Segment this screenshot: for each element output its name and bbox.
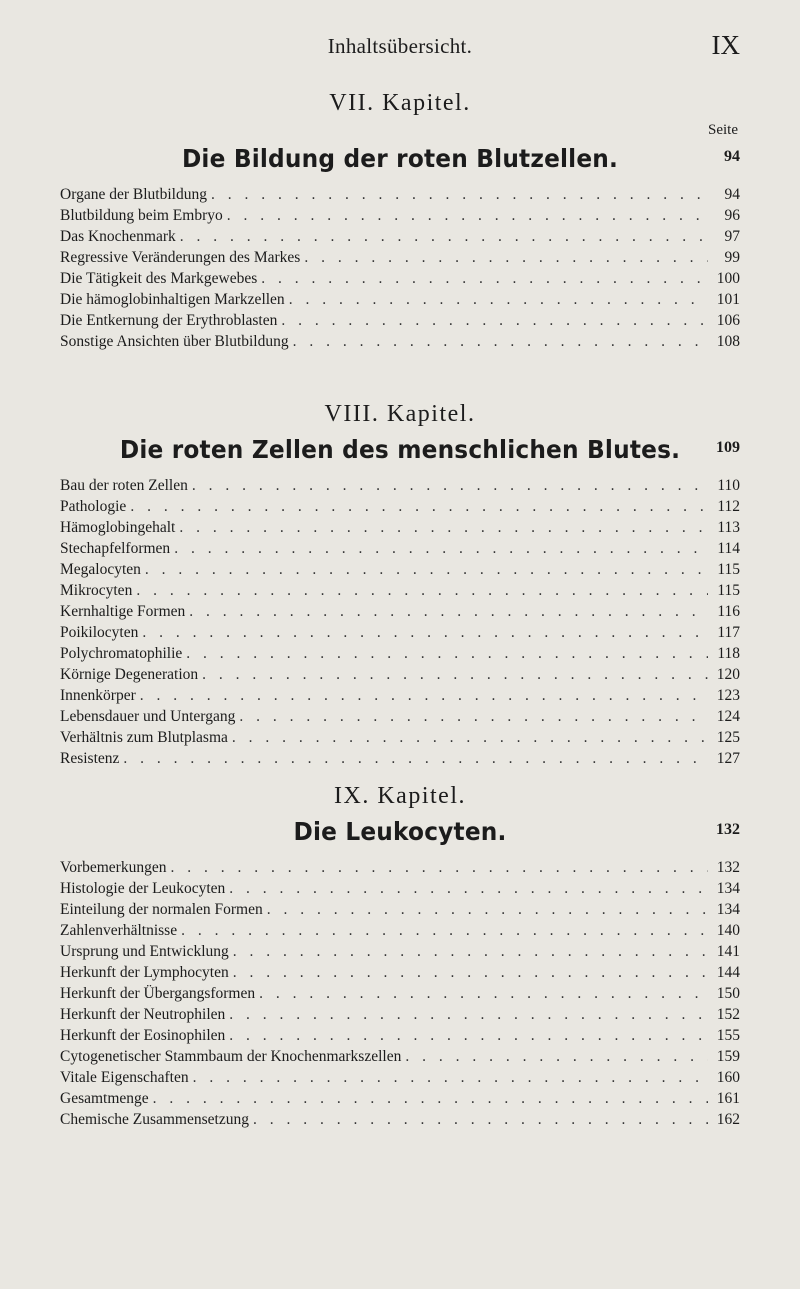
entry-title: Kernhaltige Formen <box>60 603 186 620</box>
toc-entry <box>60 920 740 941</box>
toc-entry <box>60 184 740 205</box>
dot-leader <box>202 664 708 685</box>
dot-leader <box>239 706 708 727</box>
entry-page: 120 <box>716 666 740 683</box>
entry-title: Polychromatophilie <box>60 645 183 662</box>
entry-title: Ursprung und Entwicklung <box>60 943 229 960</box>
entry-page: 118 <box>717 645 740 662</box>
dot-leader <box>189 601 708 622</box>
toc-list <box>60 857 740 1130</box>
toc-entry <box>60 1109 740 1130</box>
entry-title: Herkunft der Übergangsformen <box>60 985 256 1002</box>
chapter-heading-row <box>60 813 740 851</box>
dot-leader <box>136 580 708 601</box>
dot-leader <box>123 748 708 769</box>
entry-title: Die Entkernung der Erythroblasten <box>60 312 278 329</box>
chapter-title: Die Bildung der roten Blutzellen. <box>181 144 619 173</box>
entry-page: 140 <box>716 922 740 939</box>
entry-page: 117 <box>717 624 740 641</box>
chapter-ix <box>60 779 740 1130</box>
entry-page: 162 <box>716 1111 740 1128</box>
running-title: Inhaltsübersicht. <box>327 34 473 58</box>
dot-leader <box>145 559 708 580</box>
chapter-heading-row <box>60 140 740 178</box>
entry-title: Histologie der Leukocyten <box>60 880 226 897</box>
entry-title: Körnige Degeneration <box>60 666 199 683</box>
entry-page: 134 <box>716 901 740 918</box>
dot-leader <box>233 962 708 983</box>
toc-entry <box>60 962 740 983</box>
chapter-vii <box>60 86 740 352</box>
toc-entry <box>60 643 740 664</box>
entry-title: Blutbildung beim Embryo <box>60 207 223 224</box>
dot-leader <box>261 268 708 289</box>
dot-leader <box>232 727 708 748</box>
dot-leader <box>179 517 708 538</box>
toc-entry <box>60 538 740 559</box>
dot-leader <box>304 247 708 268</box>
entry-title: Zahlenverhältnisse <box>60 922 178 939</box>
entry-page: 159 <box>716 1048 740 1065</box>
entry-title: Lebensdauer und Untergang <box>60 708 236 725</box>
entry-page: 144 <box>716 964 740 981</box>
entry-title: Hämoglobingehalt <box>60 519 176 536</box>
entry-page: 124 <box>716 708 740 725</box>
toc-entry <box>60 941 740 962</box>
toc-entry <box>60 559 740 580</box>
entry-page: 112 <box>717 498 740 515</box>
entry-page: 150 <box>716 985 740 1002</box>
toc-entry <box>60 878 740 899</box>
entry-title: Herkunft der Eosinophilen <box>60 1027 226 1044</box>
toc-entry <box>60 727 740 748</box>
entry-page: 97 <box>724 228 740 245</box>
entry-title: Stechapfelformen <box>60 540 171 557</box>
entry-page: 96 <box>724 207 740 224</box>
entry-title: Poikilocyten <box>60 624 139 641</box>
dot-leader <box>293 331 708 352</box>
entry-page: 94 <box>724 186 740 203</box>
toc-entry <box>60 310 740 331</box>
toc-entry <box>60 247 740 268</box>
toc-entry <box>60 983 740 1004</box>
entry-page: 152 <box>716 1006 740 1023</box>
seite-label: Seite <box>708 122 738 138</box>
toc-entry <box>60 622 740 643</box>
entry-page: 99 <box>724 249 740 266</box>
entry-title: Herkunft der Neutrophilen <box>60 1006 226 1023</box>
chapter-viii <box>60 397 740 769</box>
dot-leader <box>186 643 708 664</box>
entry-page: 155 <box>716 1027 740 1044</box>
toc-list <box>60 475 740 769</box>
entry-title: Bau der roten Zellen <box>60 477 188 494</box>
toc-entry <box>60 706 740 727</box>
chapter-page: 94 <box>724 148 740 165</box>
entry-title: Pathologie <box>60 498 127 515</box>
dot-leader <box>192 475 708 496</box>
dot-leader <box>259 983 708 1004</box>
dot-leader <box>229 878 708 899</box>
entry-page: 113 <box>717 519 740 536</box>
toc-entry <box>60 748 740 769</box>
dot-leader <box>229 1004 708 1025</box>
dot-leader <box>227 205 708 226</box>
entry-page: 161 <box>716 1090 740 1107</box>
toc-entry <box>60 475 740 496</box>
dot-leader <box>281 310 708 331</box>
chapter-heading-row <box>60 431 740 469</box>
toc-entry <box>60 289 740 310</box>
entry-title: Sonstige Ansichten über Blutbildung <box>60 333 289 350</box>
entry-title: Gesamtmenge <box>60 1090 149 1107</box>
entry-page: 134 <box>716 880 740 897</box>
toc-entry <box>60 1088 740 1109</box>
entry-title: Die hämoglobinhaltigen Markzellen <box>60 291 285 308</box>
entry-page: 108 <box>716 333 740 350</box>
toc-entry <box>60 664 740 685</box>
dot-leader <box>174 538 708 559</box>
entry-title: Megalocyten <box>60 561 141 578</box>
toc-entry <box>60 268 740 289</box>
entry-title: Herkunft der Lymphocyten <box>60 964 229 981</box>
entry-title: Einteilung der normalen Formen <box>60 901 263 918</box>
toc-entry <box>60 205 740 226</box>
entry-page: 106 <box>716 312 740 329</box>
dot-leader <box>211 184 708 205</box>
toc-entry <box>60 1025 740 1046</box>
entry-page: 101 <box>716 291 740 308</box>
dot-leader <box>289 289 708 310</box>
entry-page: 132 <box>716 859 740 876</box>
chapter-label: IX. Kapitel. <box>334 783 466 809</box>
toc-entry <box>60 517 740 538</box>
entry-title: Chemische Zusammensetzung <box>60 1111 249 1128</box>
dot-leader <box>130 496 708 517</box>
entry-page: 115 <box>717 582 740 599</box>
toc-entry <box>60 1046 740 1067</box>
toc-entry <box>60 331 740 352</box>
dot-leader <box>233 941 708 962</box>
entry-title: Vitale Eigenschaften <box>60 1069 189 1086</box>
dot-leader <box>267 899 708 920</box>
toc-entry <box>60 601 740 622</box>
entry-title: Die Tätigkeit des Markgewebes <box>60 270 258 287</box>
entry-title: Mikrocyten <box>60 582 133 599</box>
toc-entry <box>60 857 740 878</box>
entry-title: Vorbemerkungen <box>60 859 167 876</box>
entry-page: 110 <box>717 477 740 494</box>
running-head <box>60 30 740 60</box>
chapter-page: 132 <box>716 821 740 838</box>
entry-page: 114 <box>717 540 740 557</box>
toc-list <box>60 184 740 352</box>
entry-page: 141 <box>716 943 740 960</box>
entry-title: Regressive Veränderungen des Markes <box>60 249 301 266</box>
dot-leader <box>180 226 708 247</box>
entry-page: 115 <box>717 561 740 578</box>
page-number: IX <box>711 30 740 60</box>
entry-title: Verhältnis zum Blutplasma <box>60 729 228 746</box>
dot-leader <box>229 1025 708 1046</box>
chapter-title: Die Leukocyten. <box>293 817 507 846</box>
dot-leader <box>140 685 708 706</box>
toc-entry <box>60 580 740 601</box>
toc-entry <box>60 496 740 517</box>
chapter-title: Die roten Zellen des menschlichen Blutes. <box>119 435 681 464</box>
dot-leader <box>142 622 708 643</box>
entry-page: 116 <box>717 603 740 620</box>
dot-leader <box>170 857 708 878</box>
entry-page: 125 <box>716 729 740 746</box>
dot-leader <box>253 1109 708 1130</box>
entry-page: 127 <box>716 750 740 767</box>
toc-entry <box>60 1067 740 1088</box>
dot-leader <box>405 1046 708 1067</box>
dot-leader <box>193 1067 708 1088</box>
chapter-page: 109 <box>716 439 740 456</box>
chapter-label: VIII. Kapitel. <box>324 401 476 427</box>
toc-entry <box>60 226 740 247</box>
entry-title: Organe der Blutbildung <box>60 186 207 203</box>
entry-title: Innenkörper <box>60 687 136 704</box>
entry-title: Das Knochenmark <box>60 228 176 245</box>
entry-title: Resistenz <box>60 750 120 767</box>
dot-leader <box>153 1088 708 1109</box>
toc-entry <box>60 1004 740 1025</box>
entry-title: Cytogenetischer Stammbaum der Knochenmarkszellen <box>60 1048 402 1065</box>
entry-page: 100 <box>716 270 740 287</box>
toc-entry <box>60 685 740 706</box>
entry-page: 160 <box>716 1069 740 1086</box>
toc-entry <box>60 899 740 920</box>
chapter-label: VII. Kapitel. <box>329 90 471 116</box>
entry-page: 123 <box>716 687 740 704</box>
dot-leader <box>181 920 708 941</box>
